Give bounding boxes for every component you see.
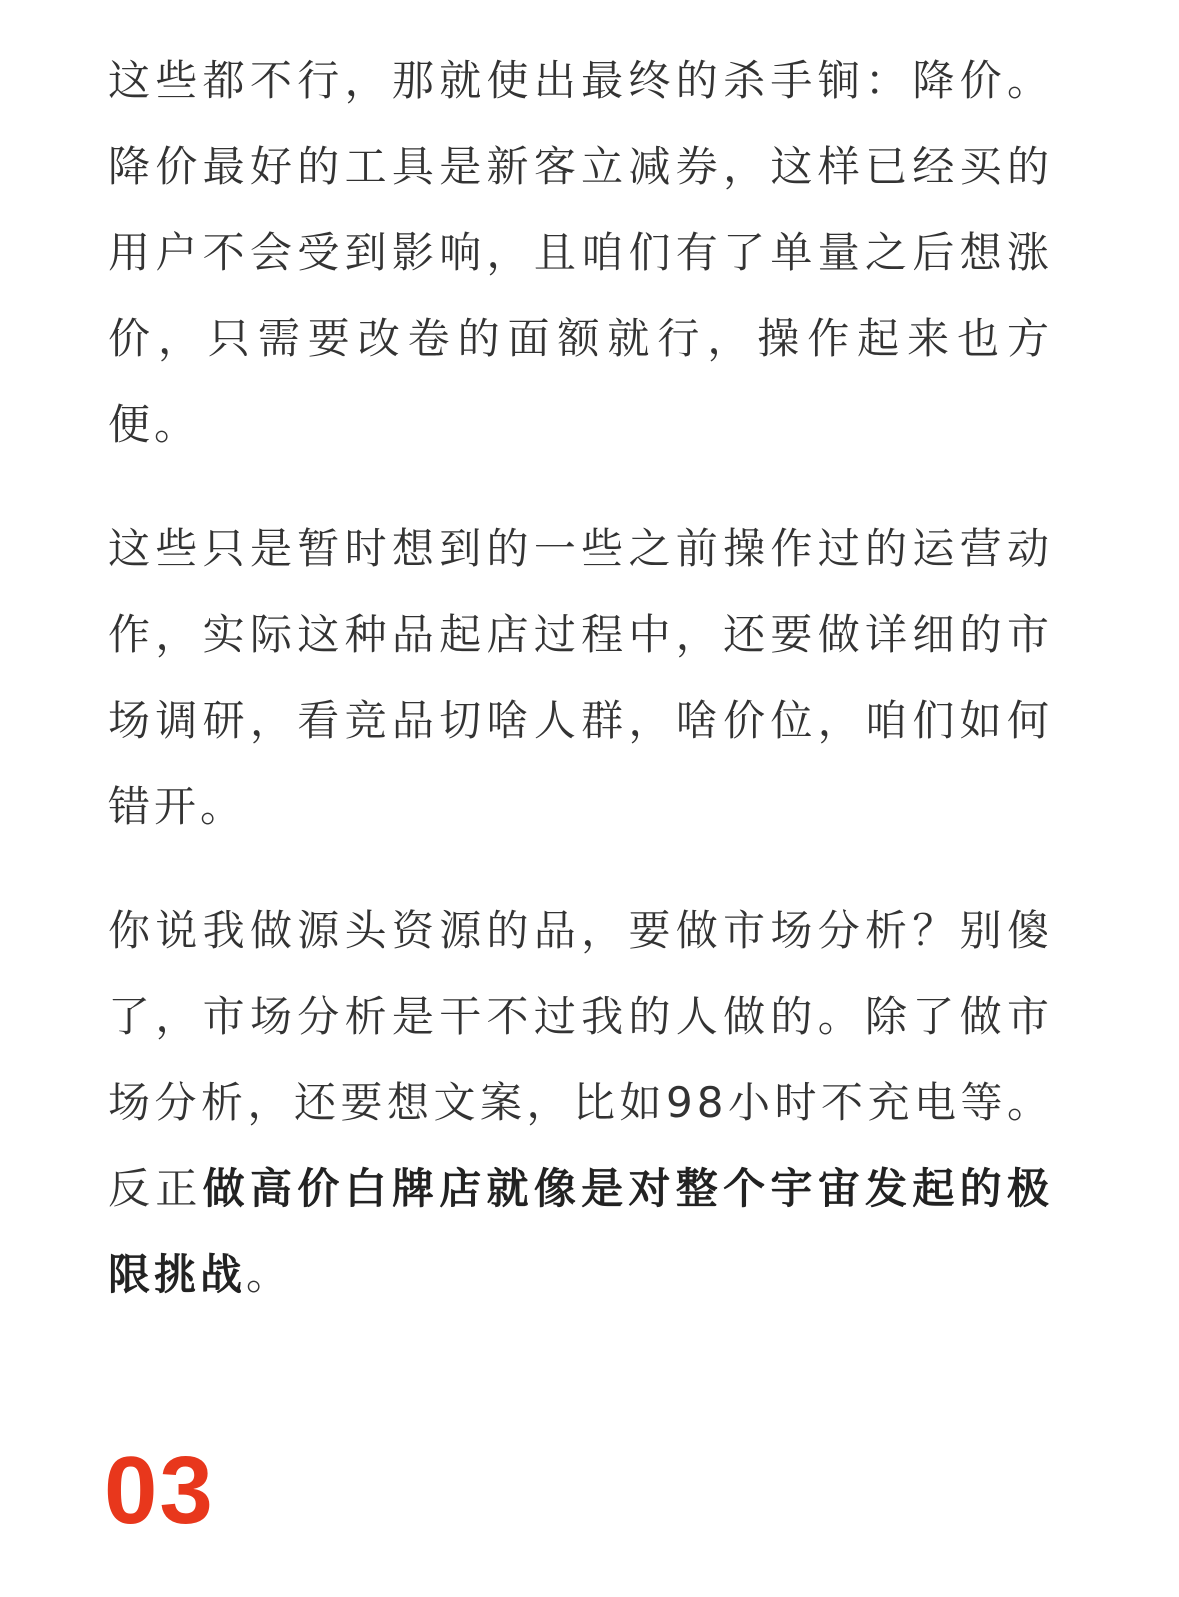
paragraph-white-label-challenge: [108, 888, 1053, 1318]
paragraph-bold-highlight: 做高价白牌店就像是对整个宇宙发起的极限挑战: [108, 1164, 1053, 1299]
article-body: [108, 38, 1053, 1356]
paragraph-text-after: 。: [246, 1250, 293, 1299]
paragraph-price-cut: 这些都不行，那就使出最终的杀手锏：降价。降价最好的工具是新客立减券，这样已经买的用户不会受到影响，且咱们有了单量之后想涨价，只需要改卷的面额就行，操作起来也方便。: [108, 56, 1053, 449]
paragraph-text-before: 你说我做源头资源的品，要做市场分析？别傻了，市场分析是干不过我的人做的。除了做市场分析，还要想文案，比如98小时不充电等。反正: [108, 906, 1053, 1213]
section-number: 03: [104, 1437, 215, 1544]
paragraph-market-research: 这些只是暂时想到的一些之前操作过的运营动作，实际这种品起店过程中，还要做详细的市场调研，看竞品切啥人群，啥价位，咱们如何错开。: [108, 524, 1053, 831]
